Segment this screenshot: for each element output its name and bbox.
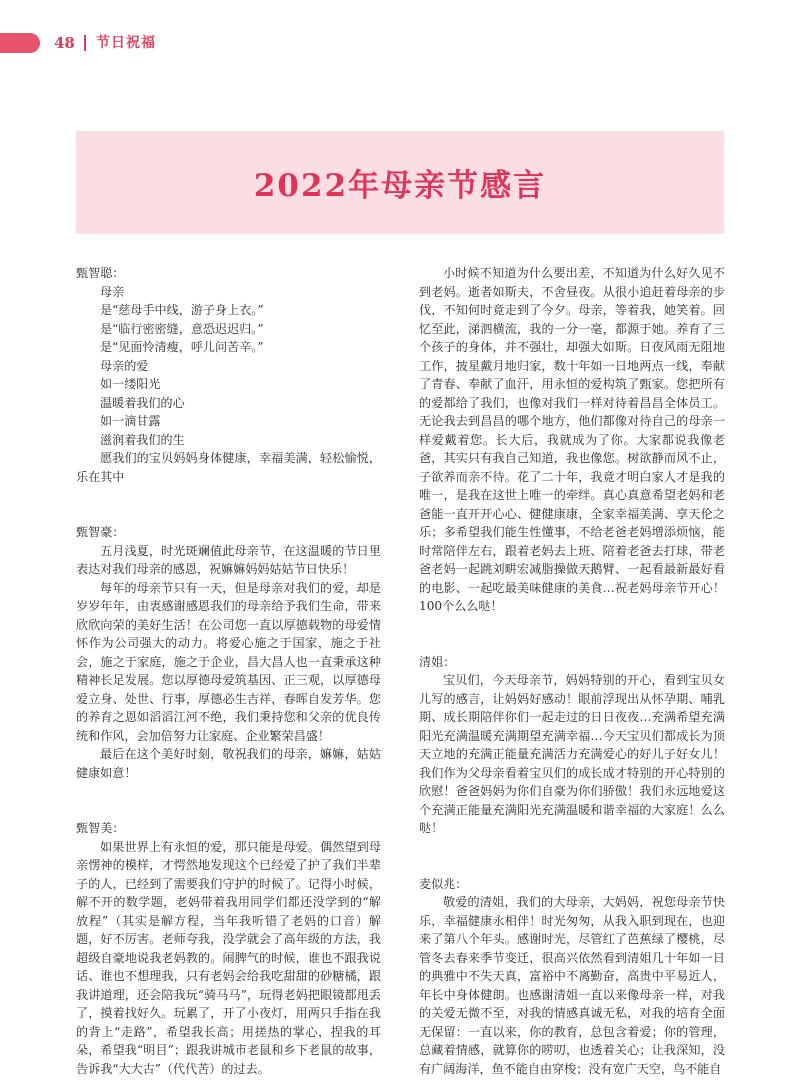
paragraph: 小时候不知道为什么要出差，不知道为什么好久见不到老妈。逝者如斯夫，不舍昼夜。从很小追赶着母亲的步伐，不知何时竟走到了今夕。母亲，等着我，她笑着。回忆至此，涕泗横流，我的一分一毫，都源于她。养育了三个孩子的身体，并不强壮，却强大如斯。日夜风雨无阻地工作，披星戴月地归家，数十年如一日地两点一线，奉献了青春、奉献了血汗，用永恒的爱构筑了甄家。您把所有的爱都给了我们，也像对我们一样对待着昌昌全体员工。无论我去到昌昌的哪个地方，他们都像对待自己的母亲一样爱戴着您。长大后，我就成为了你。大家都说我像老爸，其实只有我自己知道，我也像您。树欲静而风不止，子欲养而亲不待。花了二十年，我竟才明白家人才是我的唯一，是我在这世上唯一的牵绊。真心真意希望老妈和老爸能一直开开心心、健健康康，全家幸福美满、享天伦之乐；多希望我们能生性懂事，不给老爸老妈增添烦恼，能时常陪伴左右，跟着老妈去上班、陪着老爸去打球，带老爸老妈一起跳刘畊宏减脂操做天鹅臂、一起看最新最好看的电影、一起吃最美味健康的美食…祝老妈母亲节开心！100个么么哒！ — [419, 266, 725, 613]
author-name: 麦似兆： — [419, 876, 468, 891]
paragraph: 五月浅夏，时光斑斓值此母亲节，在这温暖的节日里表达对我们母亲的感恩，祝嫲嫲妈妈姑姑节日快乐！ — [76, 543, 381, 576]
header-separator — [84, 35, 86, 51]
paragraph: 宝贝们，今天母亲节，妈妈特别的开心，看到宝贝女儿写的感言，让妈妈好感动！眼前浮现出从怀孕期、哺乳期、成长期陪伴你们一起走过的日日夜夜…充满希望充满阳光充满温暖充满期望充满幸福…今天宝贝们都成长为顶天立地的充满正能量充满活力充满爱心的好儿子好女儿！我们作为父母亲看着宝贝们的成长成才特别的开心特别的欣慰！爸爸妈妈为你们自豪为你们骄傲！我们永远地爱这个充满正能量充满阳光充满温暖和谐幸福的大家庭！么么哒！ — [419, 673, 725, 835]
block-spacer — [419, 856, 725, 875]
verse-line: 温暖着我们的心 — [100, 395, 185, 410]
author-name: 清姐： — [419, 654, 456, 669]
block-spacer — [76, 486, 381, 505]
page-number: 48 — [54, 34, 75, 52]
right-column — [419, 264, 725, 1078]
block-spacer — [76, 782, 381, 801]
section-name: 节日祝福 — [96, 35, 156, 51]
block-spacer — [419, 616, 725, 635]
author-name: 甄智豪： — [76, 525, 125, 539]
verse-line: 滋润着我们的生 — [100, 432, 185, 447]
verse-line: 如一缕阳光 — [100, 377, 161, 391]
block-spacer — [76, 505, 381, 524]
paragraph: 愿我们的宝贝妈妈身体健康，幸福美满，轻松愉悦，乐在其中 — [76, 451, 381, 484]
block-spacer — [419, 838, 725, 857]
paragraph: 最后在这个美好时刻，敬祝我们的母亲，嫲嫲，姑姑健康如意！ — [76, 747, 381, 780]
paragraph: 如果世界上有永恒的爱，那只能是母爱。偶然望到母亲愣神的模样，才愕然地发现这个已经爱了护了我们半辈子的人，已经到了需要我们守护的时候了。记得小时候，解不开的数学题，老妈带着我用同学们都还没学到的“解放程”（其实是解方程，当年我听错了老妈的口音）解题，好不厉害。老师夸我，没学就会了高年级的方法，我超级自豪地说我老妈教的。闹脾气的时候，谁也不跟我说话、谁也不想理我，只有老妈会给我吃甜甜的砂糖橘，跟我讲道理，还会陪我玩“骑马马”，玩得老妈把眼镜都甩丢了，摸着找好久。玩累了，开了小夜灯，用两只手指在我的背上“走路”，希望我长高；用搓热的掌心，捏我的耳朵，希望我“明目”；跟我讲城市老鼠和乡下老鼠的故事，告诉我“大大古”（代代苦）的过去。 — [76, 839, 381, 1076]
author-name: 甄智聪： — [76, 266, 125, 280]
paragraph: 敬爱的清姐，我们的大母亲，大妈妈，祝您母亲节快乐，幸福健康永相伴！时光匆匆，从我入职到现在，也迎来了第八个年头。感谢时光，尽管红了芭蕉绿了樱桃，尽管冬去春来季节变迁，很高兴依然看到清姐几十年如一日的典雅中不失天真，富裕中不离勤奋，高贵中平易近人，年长中身体健朗。也感谢清姐一直以来像母亲一样，对我的关爱无微不至，对我的情感真诚无私，对我的培育全面无保留：一直以来，你的教育，总包含着爱；你的管理，总藏着情感，就算你的唠叨，也透着关心；让我深知，没有广阔海洋，鱼不能自由穿梭；没有宽广天空，鸟不能自 — [419, 895, 725, 1076]
verse-line: 是“临行密密缝，意恐迟迟归。” — [100, 321, 264, 336]
verse-line: 是“慈母手中线，游子身上衣。” — [100, 303, 264, 317]
verse-line: 如一滴甘露 — [100, 414, 161, 428]
header-accent-bar — [0, 33, 40, 53]
verse-line: 是“见面怜清瘦，呼儿问苦辛。” — [100, 340, 264, 354]
verse-line: 母亲的爱 — [100, 358, 149, 373]
left-column — [76, 264, 381, 1078]
paragraph: 每年的母亲节只有一天，但是母亲对我们的爱，却是岁岁年年，由衷感谢感恩我们的母亲给予我们生命，带来欣欣向荣的美好生活！在公司您一直以厚德载物的母爱情怀作为公司强大的动力。将爱心施之于国家，施之于社会，施之于家庭，施之于企业，昌大昌人也一直秉承这种精神长足发展。您以厚德母爱筑基因、正三观，以厚德母爱立身、处世、行事，厚德必生吉祥，春晖自发芳华。您的养育之恩如滔滔江河不绝，我们秉持您和父亲的优良传统和作风，会加倍努力让家庭、企业繁荣昌盛！ — [76, 580, 381, 743]
block-spacer — [76, 801, 381, 820]
author-name: 甄智美： — [76, 821, 125, 835]
article-title: 2022年母亲节感言 — [253, 168, 547, 204]
block-spacer — [419, 634, 725, 653]
verse-line: 母亲 — [100, 284, 125, 299]
title-banner — [76, 131, 724, 234]
